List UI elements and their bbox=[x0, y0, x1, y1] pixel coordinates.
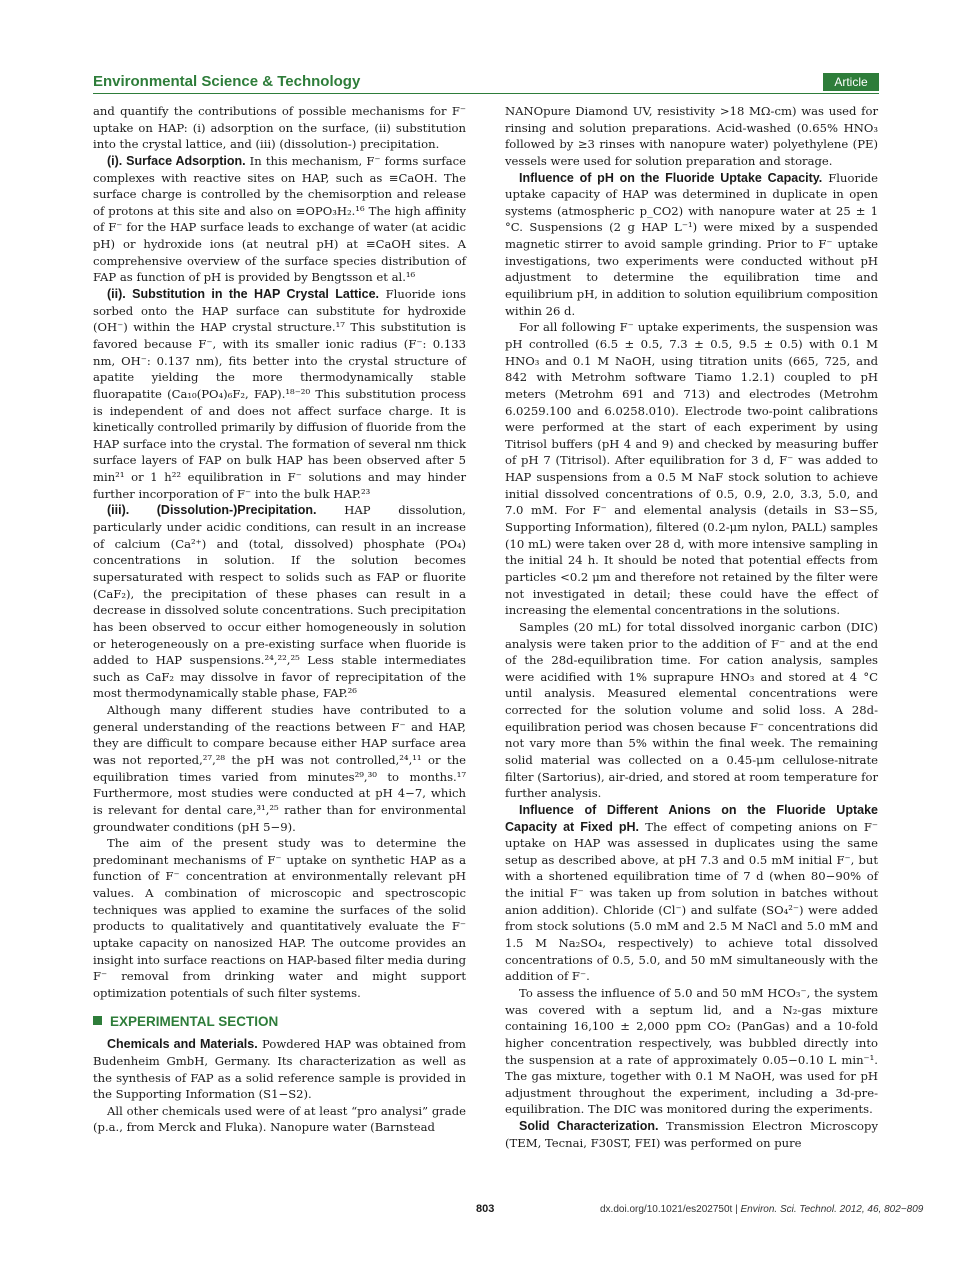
doi-link[interactable]: dx.doi.org/10.1021/es202750t bbox=[600, 1204, 733, 1215]
body-paragraph: NANOpure Diamond UV, resistivity >18 MΩ-cm) was used for rinsing and solution preparations. Acid-washed (0.65% HNO₃ followed by ≥3 rinses with nanopure water) polyethylene (PE) vessels were used for solution preparation and storage. bbox=[505, 104, 878, 168]
subsection-heading: (iii). (Dissolution-)Precipitation. bbox=[107, 503, 317, 518]
journal-citation: Environ. Sci. Technol. 2012, 46, 802−809 bbox=[740, 1204, 924, 1215]
right-column bbox=[505, 103, 878, 1151]
section-square-icon bbox=[93, 1016, 102, 1025]
subsection-heading: Chemicals and Materials. bbox=[107, 1037, 258, 1052]
section-heading: EXPERIMENTAL SECTION bbox=[93, 1014, 466, 1031]
page-header bbox=[93, 73, 879, 94]
surface-adsorption-paragraph: (i). Surface Adsorption. In this mechanism, F⁻ forms surface complexes with reactive sites on HAP, such as ≡CaOH. The surface charge is controlled by the chemisorption and release of protons at this site and also on ≡OPO₃H₂.¹⁶ The high affinity of F⁻ for the HAP surface leads to exchange of water (at acidic pH) or hydroxide ions (at neutral pH) at ≡CaOH sites. A comprehensive overview of the surface species distribution of FAP as function of pH is provided by Bengtsson et al.¹⁶ bbox=[93, 153, 466, 285]
subsection-heading: Influence of pH on the Fluoride Uptake Capacity. bbox=[519, 170, 823, 185]
intro-paragraph: and quantify the contributions of possible mechanisms for F⁻ uptake on HAP: (i) adsorption on the surface, (ii) substitution into the crystal lattice, and (iii) (dissolution-) precipitation. bbox=[93, 104, 466, 152]
body-paragraph: To assess the influence of 5.0 and 50 mM HCO₃⁻, the system was covered with a septum lid, and a N₂-gas mixture containing 16,100 ± 2,000 ppm CO₂ (PanGas) and a 10-fold higher concentration respectively, was bubbled directly into the suspension at a rate of approximately 0.05−0.10 L min⁻¹. The gas mixture, together with 0.1 M NaOH, was used for pH adjustment throughout the experiment, including a 3d-pre-equilibration. The DIC was monitored during the experiments. bbox=[505, 985, 878, 1117]
ph-influence-paragraph: Influence of pH on the Fluoride Uptake Capacity. Fluoride uptake capacity of HAP was determined in duplicate in open systems (atmospheric p_CO2) with nanopure water at 25 ± 1 °C. Suspensions (2 g HAP L⁻¹) were mixed by a suspended magnetic stirrer to avoid sample grinding. Prior to F⁻ uptake investigations, two experiments were conducted without pH adjustment to determine the equilibration time and equilibrium pH, in addition to solution equilibrium composition within 26 d. bbox=[505, 170, 878, 318]
journal-title[interactable]: Environmental Science & Technology bbox=[93, 73, 361, 90]
page-number: 803 bbox=[476, 1203, 495, 1215]
substitution-paragraph: (ii). Substitution in the HAP Crystal Lattice. Fluoride ions sorbed onto the HAP surface can substitute for hydroxide (OH⁻) within the HAP crystal structure.¹⁷ This substitution is favored because F⁻, with its smaller ionic radius (F⁻: 0.133 nm, OH⁻: 0.137 nm), fits better into the crystal structure of apatite yielding the more thermodynamically stable fluorapatite (Ca₁₀(PO₄)₆F₂, FAP).¹⁸⁻²⁰ This substitution process is independent of and does not affect surface charge. It is kinetically controlled primarily by diffusion of fluoride from the HAP surface into the crystal. The formation of several nm thick surface layers of FAP on bulk HAP has been observed after 5 min²¹ or 1 h²² equilibration in F⁻ solutions and may hinder further incorporation of F⁻ into the bulk HAP.²³ bbox=[93, 287, 467, 501]
precipitation-paragraph: (iii). (Dissolution-)Precipitation. HAP dissolution, particularly under acidic conditions, can result in an increase of calcium (Ca²⁺) and (total, dissolved) phosphate (PO₄) concentrations in solution. If the solution becomes supersaturated with respect to solids such as FAP or fluorite (CaF₂), the precipitation of these phases can result in a decrease in dissolved solute concentrations. Such precipitation has been observed to occur either homogeneously in solution or heterogeneously on a pre-existing surface when fluoride is added to HAP suspensions.²⁴,²²,²⁵ Less stable intermediates such as CaF₂ may dissolve in favor of reprecipitation of the most thermodynamically stable phase, FAP.²⁶ bbox=[93, 503, 466, 701]
left-column bbox=[93, 103, 466, 1136]
subsection-heading: Influence of Different Anions on the Fluoride Uptake Capacity at Fixed pH. bbox=[505, 802, 878, 834]
article-type-badge: Article bbox=[823, 73, 879, 91]
solid-characterization-paragraph: Solid Characterization. Transmission Electron Microscopy (TEM, Tecnai, F30ST, FEI) was performed on pure bbox=[505, 1119, 878, 1150]
chemicals-paragraph: Chemicals and Materials. Powdered HAP was obtained from Budenheim GmbH, Germany. Its characterization as well as the synthesis of FAP as a solid reference sample is provided in the Supporting Information (S1−S2). bbox=[93, 1037, 466, 1102]
anions-paragraph: Influence of Different Anions on the Fluoride Uptake Capacity at Fixed pH. The effect of competing anions on F⁻ uptake on HAP was assessed in duplicates using the same setup as described above, at pH 7.3 and 0.5 mM initial F⁻, but with a shortened equilibration time of 7 d (when 80−90% of the initial F⁻ was taken up from solution in batches without anion addition). Chloride (Cl⁻) and sulfate (SO₄²⁻) were added from stock solutions (5.0 mM and 2.5 M NaCl and 5.0 mM and 1.5 M Na₂SO₄, respectively) to achieve total dissolved concentrations of 0.5, 5.0, and 50 mM simultaneously with the addition of F⁻. bbox=[505, 802, 878, 984]
body-paragraph: Samples (20 mL) for total dissolved inorganic carbon (DIC) analysis were taken prior to the addition of F⁻ and at the end of the 28d-equilibration time. For cation analysis, samples were acidified with 1% suprapure HNO₃ and stored at 4 °C until analysis. Measured elemental concentrations were corrected for the solution volume and solid loss. A 28d-equilibration period was chosen because F⁻ concentrations did not vary more than 5% within the final week. The remaining solid material was collected on a 0.45-μm cellulose-nitrate filter (Sartorius), air-dried, and stored at room temperature for further analysis. bbox=[505, 619, 878, 801]
body-paragraph: For all following F⁻ uptake experiments, the suspension was pH controlled (6.5 ± 0.5, 7.3 ± 0.5, 9.5 ± 0.5) with 0.1 M HNO₃ and 0.1 M NaOH, using titration units (665, 725, and 842 with Metrohm software Tiamo 1.2.1) coupled to pH meters (Metrohm 691 and 713) and electrodes (Metrohm 6.0259.100 and 6.0258.010). Electrode two-point calibrations were performed at the start of each experiment by using Titrisol buffers (pH 4 and 9) and checked by measuring buffer of pH 7 (Titrisol). After equilibration for 3 d, F⁻ was added to HAP suspensions from a 0.5 M NaF stock solution to achieve initial dissolved concentrations of 0.5, 0.9, 2.0, 3.3, 5.0, and 7.0 mM. For F⁻ and elemental analysis (details in S3−S5, Supporting Information), filtered (0.2-μm nylon, PALL) samples (10 mL) were taken over 28 d, with more intensive sampling in the initial 24 h. It should be noted that potential effects from particles <0.2 μm and therefore not retained by the filter were not investigated in detail; these could have the effect of increasing the elemental concentrations in the solutions. bbox=[505, 320, 878, 618]
page-footer bbox=[0, 1203, 972, 1219]
subsection-heading: Solid Characterization. bbox=[519, 1119, 659, 1134]
subsection-heading: (i). Surface Adsorption. bbox=[107, 153, 246, 168]
body-paragraph: The aim of the present study was to determine the predominant mechanisms of F⁻ uptake on synthetic HAP as a function of F⁻ concentration at environmentally relevant pH values. A combination of microscopic and spectroscopic techniques was applied to examine the surfaces of the solid products to qualitatively and quantitatively evaluate the F⁻ uptake capacity on nanosized HAP. The outcome provides an insight into surface reactions on HAP-based filter media during F⁻ removal from drinking water and might support optimization potentials of such filter systems. bbox=[93, 836, 466, 1000]
body-paragraph: All other chemicals used were of at least “pro analysi” grade (p.a., from Merck and Fluka). Nanopure water (Barnstead bbox=[93, 1103, 466, 1135]
subsection-heading: (ii). Substitution in the HAP Crystal Lattice. bbox=[107, 287, 379, 302]
citation: dx.doi.org/10.1021/es202750t | Environ. Sci. Technol. 2012, 46, 802−809 bbox=[600, 1204, 924, 1215]
body-paragraph: Although many different studies have contributed to a general understanding of the reactions between F⁻ and HAP, they are difficult to compare because either HAP surface area was not reported,²⁷,²⁸ the pH was not controlled,²⁴,¹¹ or the equilibration times varied from minutes²⁹,³⁰ to months.¹⁷ Furthermore, most studies were conducted at pH 4−7, which is relevant for dental care,³¹,²⁵ rather than for environmental groundwater conditions (pH 5−9). bbox=[93, 703, 466, 834]
